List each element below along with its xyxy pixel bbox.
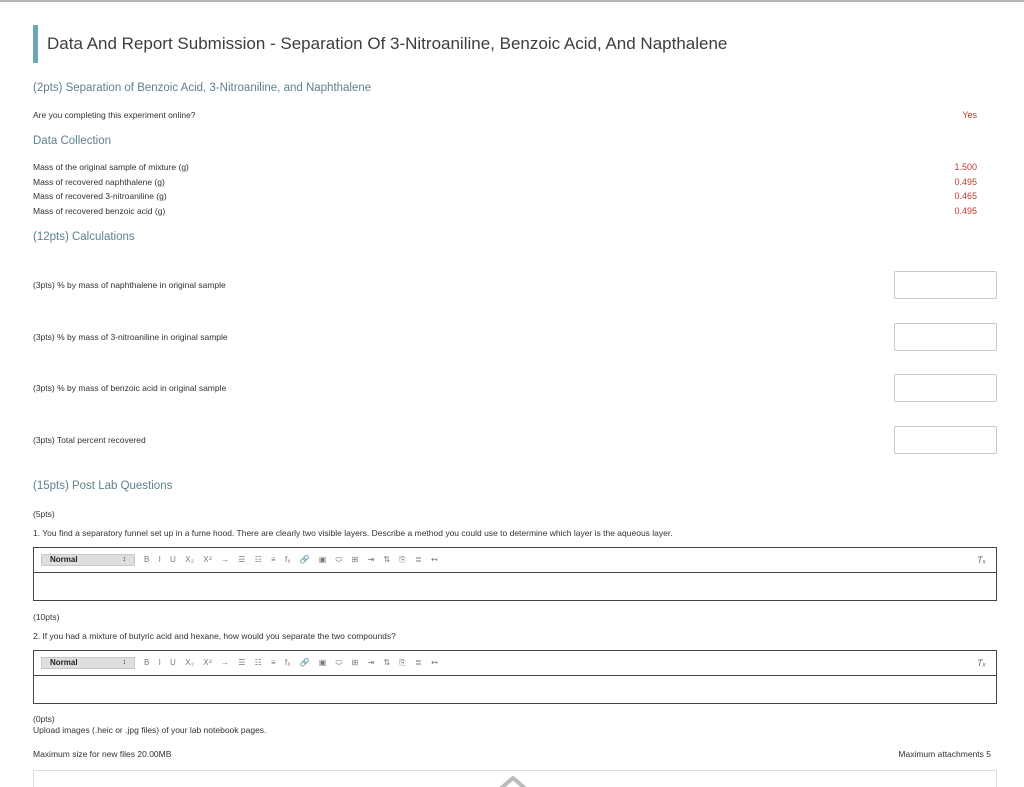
- q1-answer-area[interactable]: [34, 573, 996, 600]
- q1-editor-toolbar: [34, 548, 996, 573]
- q1-text: 1. You find a separatory funnel set up in a fume hood. There are clearly two visible layers. Describe a method you could use to determine which layer is the aqueous layer.: [33, 528, 673, 538]
- link-button[interactable]: 🔗: [299, 658, 310, 667]
- bullet-list-button[interactable]: ☷: [254, 555, 263, 564]
- mass-naphthalene-label: Mass of recovered naphthalene (g): [33, 177, 165, 187]
- paste-button[interactable]: ⎘: [399, 555, 407, 564]
- title-accent-bar: [33, 25, 38, 63]
- calc-total-input[interactable]: [894, 426, 997, 454]
- post-lab-heading: (15pts) Post Lab Questions: [33, 480, 173, 492]
- q2-editor-toolbar: [34, 651, 996, 676]
- calc-total-label: (3pts) Total percent recovered: [33, 435, 146, 445]
- q1-points: (5pts): [33, 509, 55, 519]
- q2-answer-area[interactable]: [34, 676, 996, 703]
- image-button[interactable]: ▣: [318, 658, 327, 667]
- subscript-button[interactable]: X₂: [185, 658, 195, 667]
- q2-text: 2. If you had a mixture of butyric acid and hexane, how would you separate the two compounds?: [33, 631, 396, 641]
- formula-button[interactable]: fₓ: [284, 555, 291, 564]
- sort-button[interactable]: ⇅: [383, 658, 391, 667]
- data-collection-heading: Data Collection: [33, 135, 111, 147]
- caret-icon: ↕: [122, 556, 126, 563]
- underline-button[interactable]: U: [170, 555, 177, 564]
- superscript-button[interactable]: X²: [203, 658, 213, 667]
- max-file-size: Maximum size for new files 20.00MB: [33, 749, 172, 759]
- indent-button[interactable]: ⇥: [367, 555, 375, 564]
- image-button[interactable]: ▣: [318, 555, 327, 564]
- rtl-button[interactable]: ↤: [431, 658, 439, 667]
- bullet-list-button[interactable]: ☷: [254, 658, 263, 667]
- arrow-button[interactable]: →: [220, 658, 230, 667]
- online-question: Are you completing this experiment online?: [33, 110, 196, 120]
- mass-benzoic-value: 0.495: [954, 206, 977, 216]
- mass-naphthalene-value: 0.495: [954, 177, 977, 187]
- embed-button[interactable]: ⬭: [335, 658, 343, 667]
- arrow-button[interactable]: →: [220, 555, 230, 564]
- online-answer: Yes: [962, 110, 977, 120]
- mass-original-label: Mass of the original sample of mixture (g): [33, 162, 189, 172]
- justify-button[interactable]: ≣: [415, 658, 423, 667]
- page-title: Data And Report Submission - Separation Of 3-Nitroaniline, Benzoic Acid, And Napthalene: [47, 34, 728, 53]
- ordered-list-button[interactable]: ☰: [238, 658, 246, 667]
- mass-original-value: 1.500: [954, 162, 977, 172]
- paste-button[interactable]: ⎘: [399, 658, 407, 667]
- calc-benzoic-input[interactable]: [894, 374, 997, 402]
- clear-format-button[interactable]: Tₓ: [977, 555, 986, 565]
- link-button[interactable]: 🔗: [299, 555, 310, 564]
- style-select-label: Normal: [50, 658, 78, 667]
- calc-nitroaniline-input[interactable]: [894, 323, 997, 351]
- calc-naphthalene-label: (3pts) % by mass of naphthalene in original sample: [33, 280, 226, 290]
- sort-button[interactable]: ⇅: [383, 555, 391, 564]
- bold-button[interactable]: B: [144, 555, 150, 564]
- clear-format-button[interactable]: Tₓ: [977, 658, 986, 668]
- embed-button[interactable]: ⬭: [335, 555, 343, 564]
- underline-button[interactable]: U: [170, 658, 177, 667]
- subscript-button[interactable]: X₂: [185, 555, 195, 564]
- ordered-list-button[interactable]: ☰: [238, 555, 246, 564]
- mass-nitroaniline-label: Mass of recovered 3-nitroaniline (g): [33, 191, 167, 201]
- style-select-label: Normal: [50, 555, 78, 564]
- italic-button[interactable]: I: [158, 658, 162, 667]
- table-button[interactable]: ⊞: [351, 658, 359, 667]
- caret-icon: ↕: [122, 659, 126, 666]
- calc-benzoic-label: (3pts) % by mass of benzoic acid in original sample: [33, 383, 227, 393]
- max-attachments: Maximum attachments 5: [898, 749, 991, 759]
- rtl-button[interactable]: ↤: [431, 555, 439, 564]
- q1-style-select[interactable]: [41, 554, 135, 566]
- table-button[interactable]: ⊞: [351, 555, 359, 564]
- justify-button[interactable]: ≣: [415, 555, 423, 564]
- top-border: [0, 0, 1024, 2]
- q2-points: (10pts): [33, 612, 60, 622]
- upload-instruction: Upload images (.heic or .jpg files) of your lab notebook pages.: [33, 725, 267, 735]
- upload-arrow-shape: [499, 778, 527, 787]
- section-separation-heading: (2pts) Separation of Benzoic Acid, 3-Nitroaniline, and Naphthalene: [33, 82, 372, 94]
- formula-button[interactable]: fₓ: [284, 658, 291, 667]
- italic-button[interactable]: I: [158, 555, 162, 564]
- mass-benzoic-label: Mass of recovered benzoic acid (g): [33, 206, 166, 216]
- calculations-heading: (12pts) Calculations: [33, 231, 135, 243]
- upload-arrow-icon: [497, 775, 529, 787]
- q1-rich-text-editor: [33, 547, 997, 601]
- align-button[interactable]: ≡: [271, 658, 277, 667]
- mass-nitroaniline-value: 0.465: [954, 191, 977, 201]
- q2-style-select[interactable]: [41, 657, 135, 669]
- calc-naphthalene-input[interactable]: [894, 271, 997, 299]
- bold-button[interactable]: B: [144, 658, 150, 667]
- align-button[interactable]: ≡: [271, 555, 277, 564]
- superscript-button[interactable]: X²: [203, 555, 213, 564]
- indent-button[interactable]: ⇥: [367, 658, 375, 667]
- q2-rich-text-editor: [33, 650, 997, 704]
- upload-points: (0pts): [33, 714, 55, 724]
- calc-nitroaniline-label: (3pts) % by mass of 3-nitroaniline in original sample: [33, 332, 228, 342]
